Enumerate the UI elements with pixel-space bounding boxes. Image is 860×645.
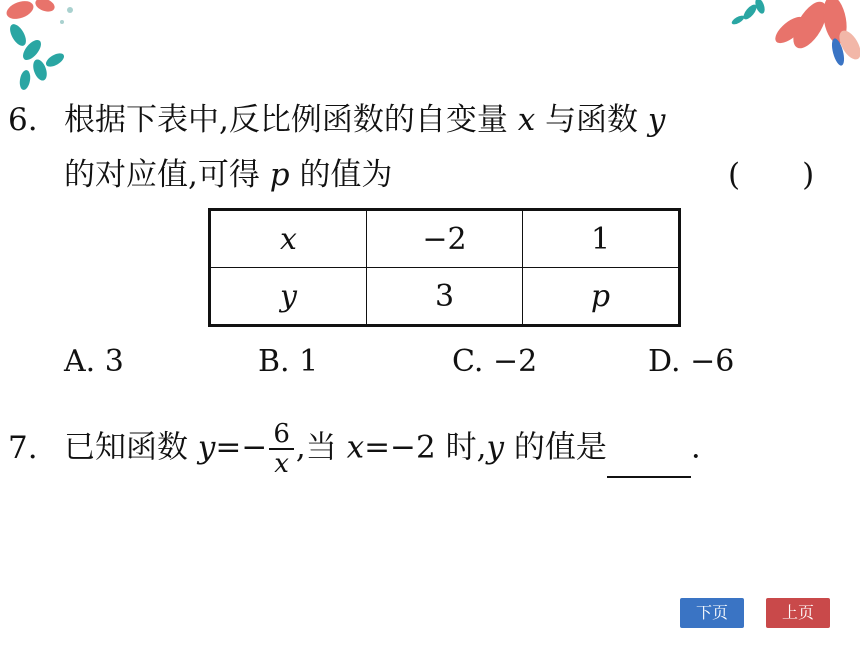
option-value: 1 — [299, 344, 319, 379]
table-cell: y — [210, 268, 367, 326]
question-7 — [8, 420, 701, 478]
fraction — [269, 420, 294, 478]
question-6-text-a: 根据下表中,反比例函数的自变量 — [64, 102, 508, 138]
option-b[interactable] — [258, 342, 318, 382]
variable-y: y — [647, 102, 666, 138]
question-7-number: 7. — [8, 429, 38, 466]
question-7-text-c: 的值是 — [513, 429, 607, 466]
answer-blank[interactable] — [607, 446, 691, 478]
variable-p: p — [269, 157, 290, 193]
leaf-decoration-left — [0, 0, 120, 100]
question-7-period: . — [690, 429, 701, 466]
previous-page-button[interactable]: 上页 — [766, 598, 830, 628]
question-6-text-b: 与函数 — [545, 102, 639, 138]
option-label: D. — [648, 344, 681, 379]
variable-x: x — [517, 102, 536, 138]
variable-y: y — [197, 429, 216, 466]
question-6-text-d: 的值为 — [299, 157, 393, 193]
fraction-denominator: x — [274, 449, 289, 479]
table-cell: −2 — [367, 210, 523, 268]
option-label: B. — [258, 344, 290, 379]
question-6-text-c: 的对应值,可得 — [64, 157, 260, 193]
option-value: −6 — [690, 344, 735, 379]
table-row — [210, 268, 680, 326]
variable-y: y — [486, 429, 504, 466]
option-a[interactable] — [64, 342, 124, 382]
table-cell: 1 — [523, 210, 680, 268]
table-cell: 3 — [367, 268, 523, 326]
question-7-text-b: ,当 — [295, 429, 337, 466]
next-page-button[interactable]: 下页 — [680, 598, 744, 628]
option-label: A. — [64, 344, 96, 379]
question-7-text-a: 已知函数 — [64, 429, 188, 466]
fraction-numerator: 6 — [269, 420, 294, 450]
variable-x: x — [346, 429, 365, 466]
option-value: −2 — [492, 344, 538, 379]
option-label: C. — [452, 344, 484, 379]
question-6-line-2 — [64, 155, 392, 195]
question-6-line-1 — [8, 100, 665, 140]
question-6-number: 6. — [8, 102, 38, 138]
answer-parentheses: ( ) — [728, 157, 815, 193]
value-table — [208, 208, 681, 327]
table-cell: p — [523, 268, 680, 326]
table-row — [210, 210, 680, 268]
leaf-decoration-right — [720, 0, 860, 80]
option-d[interactable] — [648, 342, 734, 382]
question-7-text-eq2: =−2 时, — [364, 429, 487, 466]
equals-minus: =− — [215, 429, 268, 466]
option-value: 3 — [104, 344, 124, 379]
table-cell: x — [210, 210, 367, 268]
option-c[interactable] — [452, 342, 537, 382]
